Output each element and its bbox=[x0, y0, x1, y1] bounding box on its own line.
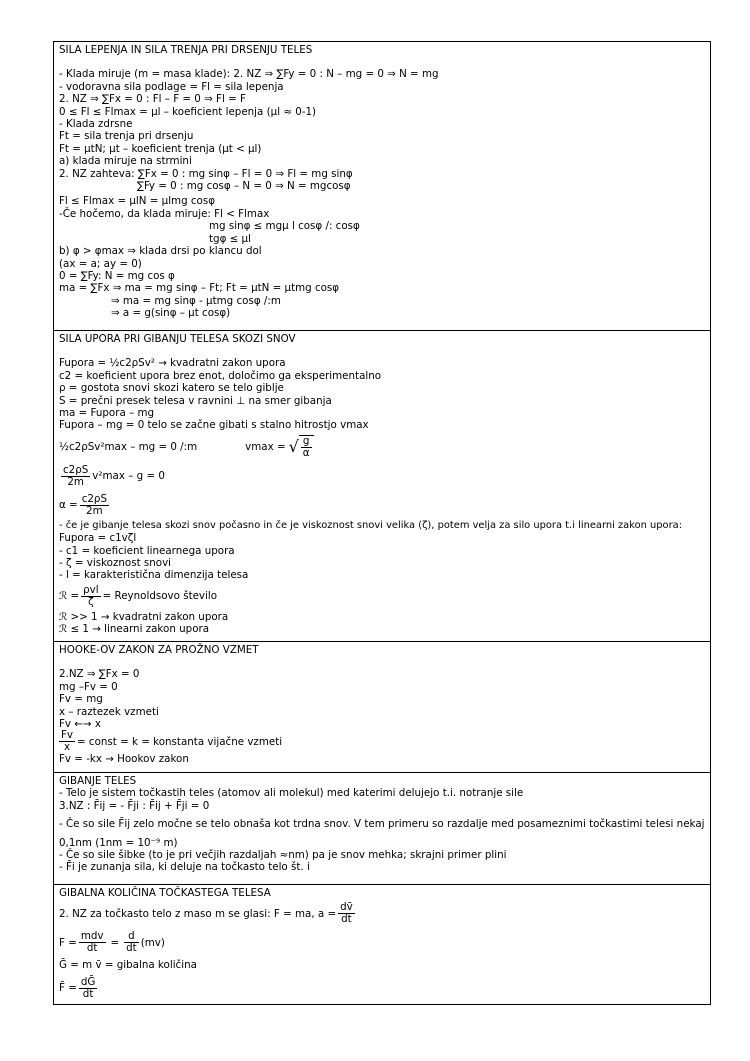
fraction-denominator: x bbox=[63, 741, 71, 754]
section-bodies bbox=[53, 772, 711, 884]
text-line: 2.NZ ⇒ ∑Fx = 0 bbox=[59, 668, 140, 681]
text-line: Fl ≤ Flmax = μlN = μlmg cosφ bbox=[59, 195, 216, 208]
section-momentum bbox=[53, 884, 711, 1005]
fraction-denominator: dt bbox=[82, 987, 94, 1000]
text-line: Fv ←→ x bbox=[59, 718, 101, 731]
text-line: Fupora = c1vζl bbox=[59, 532, 137, 545]
text-line: 2. NZ ⇒ ∑Fx = 0 : Fl – F = 0 ⇒ Fl = F bbox=[59, 93, 246, 106]
fraction-numerator: Fv bbox=[61, 729, 74, 742]
force-label: F̄ = bbox=[59, 982, 77, 995]
section-title: GIBALNA KOLIČINA TOČKASTEGA TELESA bbox=[59, 887, 271, 899]
fraction-numerator: dv̄ bbox=[340, 901, 353, 914]
text-line: - ζ = viskoznost snovi bbox=[59, 557, 172, 570]
text-line: Fv = -kx → Hookov zakon bbox=[59, 753, 189, 766]
newton-equation bbox=[59, 899, 705, 928]
fraction-denominator: 2m bbox=[86, 504, 103, 517]
text-line: tgφ ≤ μl bbox=[209, 232, 251, 245]
fraction-numerator: mdv bbox=[80, 930, 104, 943]
text-line: - Telo je sistem točkastih teles (atomov ali molekul) med katerimi delujejo t.i. notranje sile bbox=[59, 787, 524, 800]
fraction-numerator: c2ρS bbox=[81, 492, 107, 505]
text-line: Fupora – mg = 0 telo se začne gibati s stalno hitrostjo vmax bbox=[59, 419, 369, 432]
section-friction bbox=[53, 41, 711, 330]
text-line: mg sinφ ≤ mgμ l cosφ /: cosφ bbox=[209, 220, 360, 233]
section-drag bbox=[53, 330, 711, 641]
text-line: ∑Fy = 0 : mg cosφ – N = 0 ⇒ N = mgcosφ bbox=[137, 180, 351, 193]
vmax-label: vmax = bbox=[245, 440, 286, 453]
fraction-denominator: α bbox=[302, 446, 310, 459]
text-line: ⇒ ma = mg sinφ - μtmg cosφ /:m bbox=[111, 294, 281, 307]
text-line: - Klada miruje (m = masa klade): 2. NZ ⇒ ∑Fy = 0 : N – mg = 0 ⇒ N = mg bbox=[59, 68, 439, 81]
fraction-denominator: dt bbox=[126, 942, 137, 955]
text-line: - c1 = koeficient linearnega upora bbox=[59, 544, 235, 557]
section-title: SILA UPORA PRI GIBANJU TELESA SKOZI SNOV bbox=[59, 333, 296, 345]
fraction-numerator: ρvl bbox=[83, 583, 99, 596]
text-line: - Če so sile šibke (to je pri večjih razdaljah ≈nm) pa je snov mehka; skrajni primer plini bbox=[59, 849, 507, 862]
text-line: 0,1nm (1nm = 10⁻⁹ m) bbox=[59, 836, 178, 849]
text-line: - l = karakteristična dimenzija telesa bbox=[59, 569, 249, 582]
section-title: SILA LEPENJA IN SILA TRENJA PRI DRSENJU TELES bbox=[59, 44, 313, 56]
text-line: Ḡ = m v̄ = gibalna količina bbox=[59, 959, 197, 972]
force-equation bbox=[59, 928, 705, 957]
text-line: b) φ > φmax ⇒ klada drsi po klancu dol bbox=[59, 245, 262, 258]
section-title: HOOKE-OV ZAKON ZA PROŽNO VZMET bbox=[59, 644, 259, 656]
text-line: Ft = μtN; μt – koeficient trenja (μt < μl) bbox=[59, 142, 262, 155]
text-line: Fupora = ½c2ρSv² → kvadratni zakon upora bbox=[59, 357, 286, 370]
fraction-denominator: 2m bbox=[67, 475, 84, 488]
text-line: ℛ ≤ 1 → linearni zakon upora bbox=[59, 623, 210, 636]
text-line: S = prečni presek telesa v ravnini ⊥ na smer gibanja bbox=[59, 394, 332, 407]
sqrt-symbol: √ $\frac{g}{\alpha}$ bbox=[289, 435, 314, 459]
equation-rest: = Reynoldsovo število bbox=[102, 590, 218, 603]
equation-rest: = const = k = konstanta vijačne vzmeti bbox=[77, 735, 283, 748]
alpha-label: α = bbox=[59, 499, 78, 512]
fraction-numerator: c2ρS bbox=[63, 463, 89, 476]
equation-rest: (mv) bbox=[140, 936, 165, 949]
text-line: - Klada zdrsne bbox=[59, 118, 133, 131]
notes-table bbox=[53, 41, 711, 1005]
vmax-equation bbox=[59, 432, 705, 462]
text-line: a) klada miruje na strmini bbox=[59, 155, 192, 168]
text-line: Fv = mg bbox=[59, 693, 103, 706]
text-line: -Če hočemo, da klada miruje: Fl < Flmax bbox=[59, 207, 270, 220]
text-line: ρ = gostota snovi skozi katero se telo giblje bbox=[59, 382, 284, 395]
text-line: c2 = koeficient upora brez enot, določimo ga eksperimentalno bbox=[59, 369, 382, 382]
text-line: 2. NZ zahteva: ∑Fx = 0 : mg sinφ – Fl = 0 ⇒ Fl = mg sinφ bbox=[59, 167, 353, 180]
fraction-denominator: dt bbox=[341, 913, 352, 926]
reynolds-label: ℛ = bbox=[59, 590, 80, 603]
force-label: F = bbox=[59, 936, 77, 949]
text-line: Ft = sila trenja pri drsenju bbox=[59, 130, 194, 143]
section-hooke bbox=[53, 641, 711, 772]
alpha-equation bbox=[59, 491, 705, 520]
section-title: GIBANJE TELES bbox=[59, 775, 137, 787]
text-line: 3.NZ : F̄ij = - F̄ji : F̄ij + F̄ji = 0 bbox=[59, 799, 210, 812]
momentum-equation bbox=[59, 974, 705, 1003]
fraction-numerator: dḠ bbox=[80, 975, 96, 988]
text-line: - vodoravna sila podlage = Fl = sila lepenja bbox=[59, 80, 284, 93]
text-line: - če je gibanje telesa skozi snov počasno in če je viskoznost snovi velika (ζ), potem velja za silo upora t.i linearni zakon upora: bbox=[59, 519, 683, 531]
fraction-denominator: ζ bbox=[88, 595, 94, 608]
equals-sign: = bbox=[110, 936, 120, 949]
text-line: x – raztezek vzmeti bbox=[59, 705, 159, 718]
text-line: - F̄i je zunanja sila, ki deluje na točkasto telo št. i bbox=[59, 861, 310, 874]
drag-equation bbox=[59, 462, 705, 491]
text-line: - Če so sile F̄ij zelo močne se telo obnaša kot trdna snov. V tem primeru so razdalje med posameznimi točkastimi telesi nekaj bbox=[59, 818, 705, 831]
reynolds-equation bbox=[59, 582, 705, 611]
text-line: mg –Fv = 0 bbox=[59, 680, 118, 693]
text-line: ⇒ a = g(sinφ – μt cosφ) bbox=[111, 307, 231, 320]
fraction-numerator: d bbox=[124, 931, 139, 943]
equation-rest: v²max – g = 0 bbox=[92, 470, 165, 483]
fraction-denominator: dt bbox=[86, 942, 98, 955]
spring-constant-equation bbox=[59, 730, 705, 753]
text-line: (ax = a; ay = 0) bbox=[59, 257, 142, 270]
text-line: 0 ≤ Fl ≤ Flmax = μl – koeficient lepenja (μl ≈ 0-1) bbox=[59, 105, 317, 118]
fraction-numerator: g bbox=[301, 436, 312, 448]
text-line: ½c2ρSv²max – mg = 0 /:m bbox=[59, 440, 198, 453]
text-line: ma = Fupora – mg bbox=[59, 407, 155, 420]
text-line: 0 = ∑Fy: N = mg cos φ bbox=[59, 269, 175, 282]
text-line: 2. NZ za točkasto telo z maso m se glasi: F = ma, a = bbox=[59, 907, 337, 920]
text-line: ℛ >> 1 → kvadratni zakon upora bbox=[59, 610, 229, 623]
text-line: ma = ∑Fx ⇒ ma = mg sinφ – Ft; Ft = μtN = μtmg cosφ bbox=[59, 282, 340, 295]
